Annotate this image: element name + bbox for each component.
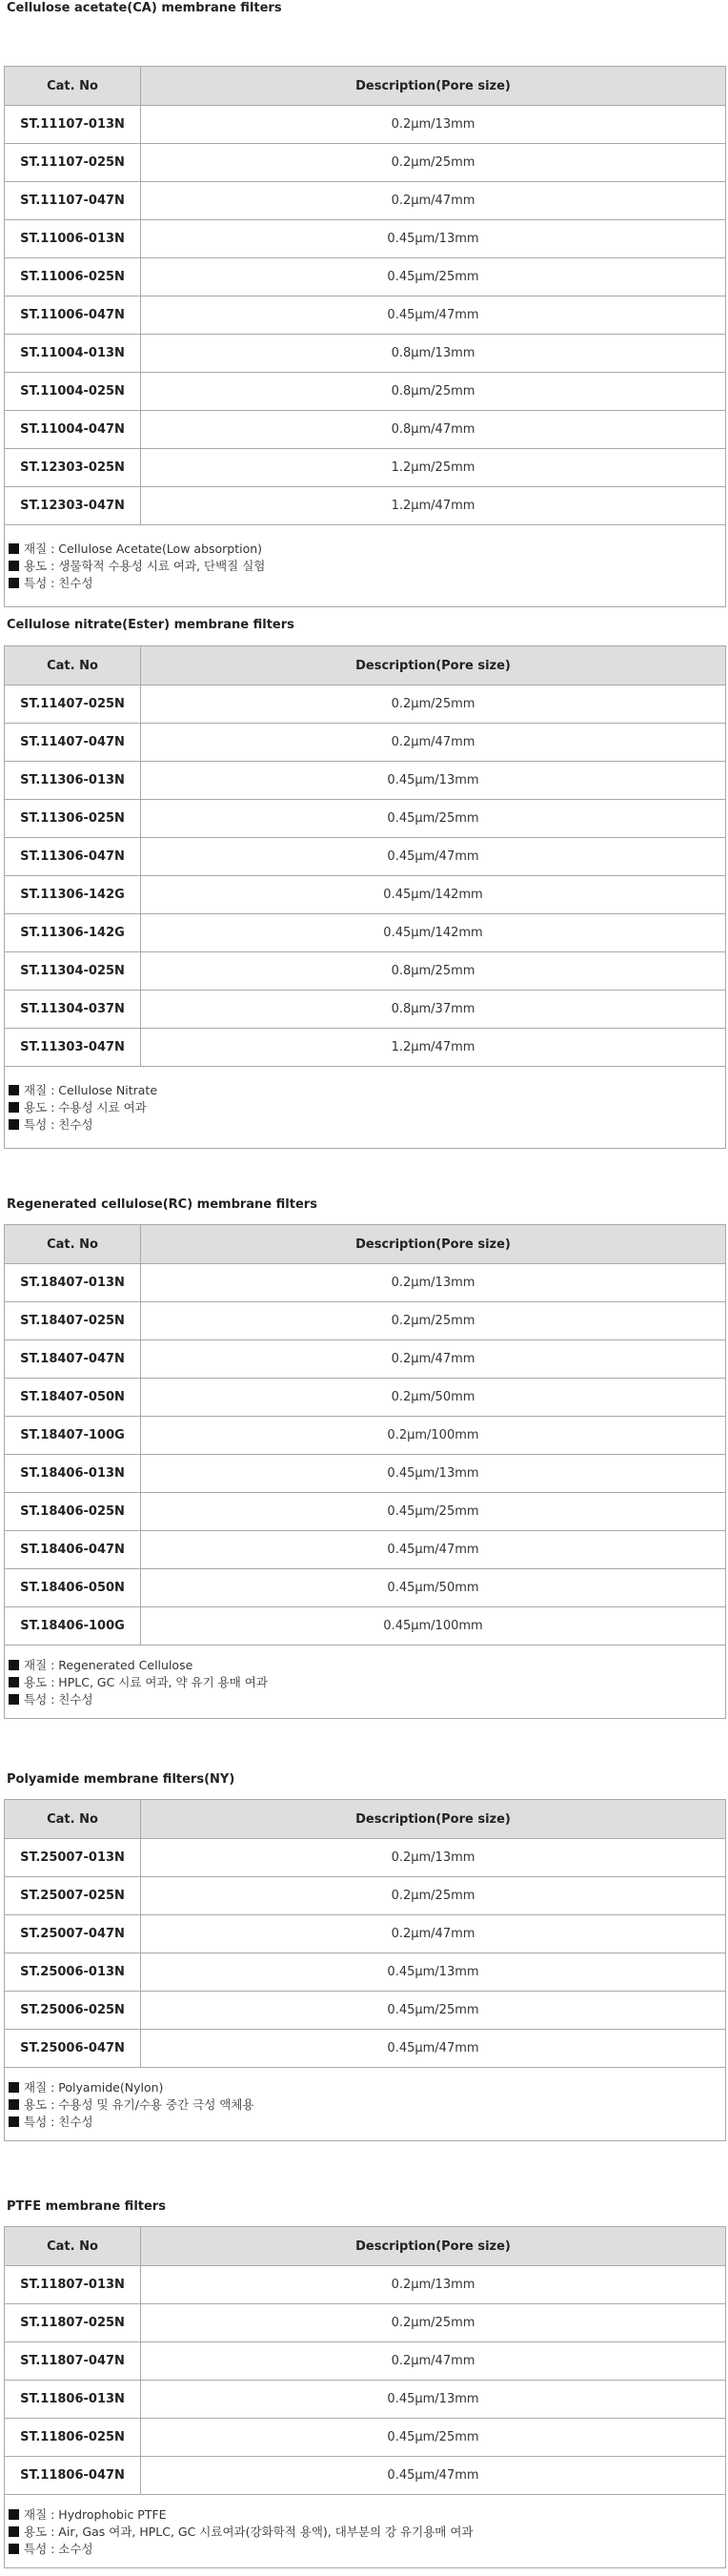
description-cell: 0.2μm/25mm (141, 685, 726, 724)
square-bullet-icon (9, 543, 19, 554)
square-bullet-icon (9, 1660, 19, 1670)
square-bullet-icon (9, 2082, 19, 2093)
cat-no-cell: ST.11107-047N (5, 182, 141, 220)
table-row (5, 2304, 726, 2342)
description-cell: 0.2μm/47mm (141, 2342, 726, 2381)
table-row (5, 1029, 726, 1067)
description-cell: 0.2μm/47mm (141, 1915, 726, 1953)
notes-cell (5, 2495, 726, 2568)
description-cell: 0.45μm/50mm (141, 1569, 726, 1607)
square-bullet-icon (9, 1119, 19, 1130)
description-header: Description(Pore size) (141, 67, 726, 106)
description-cell: 0.45μm/25mm (141, 2419, 726, 2457)
square-bullet-icon (9, 1085, 19, 1095)
table-row (5, 487, 726, 525)
table-row (5, 1340, 726, 1379)
square-bullet-icon (9, 1102, 19, 1113)
description-cell: 0.45μm/47mm (141, 838, 726, 876)
table-row (5, 1417, 726, 1455)
table-row (5, 1493, 726, 1531)
description-cell: 0.8μm/47mm (141, 411, 726, 449)
note-usage: 용도 : 수용성 시료 여과 (9, 1099, 725, 1116)
cat-no-cell: ST.11004-025N (5, 373, 141, 411)
note-material: 재질 : Cellulose Nitrate (9, 1082, 725, 1099)
section-title: Cellulose acetate(CA) membrane filters (7, 1, 282, 15)
cat-no-cell: ST.25007-013N (5, 1839, 141, 1877)
cat-no-cell: ST.18406-047N (5, 1531, 141, 1569)
notes-row (5, 525, 726, 607)
cat-no-cell: ST.11004-013N (5, 335, 141, 373)
description-cell: 0.45μm/47mm (141, 2457, 726, 2495)
table-row (5, 2266, 726, 2304)
cat-no-cell: ST.11303-047N (5, 1029, 141, 1067)
table-row (5, 1531, 726, 1569)
note-property: 특성 : 친수성 (9, 1691, 725, 1708)
note-material: 재질 : Polyamide(Nylon) (9, 2079, 725, 2096)
description-cell: 0.45μm/13mm (141, 762, 726, 800)
description-cell: 0.45μm/25mm (141, 1493, 726, 1531)
table-row (5, 106, 726, 144)
spec-table (4, 645, 726, 1149)
notes-row (5, 1646, 726, 1719)
description-cell: 1.2μm/47mm (141, 487, 726, 525)
cat-no-header: Cat. No (5, 67, 141, 106)
note-property: 특성 : 소수성 (9, 2541, 725, 2558)
table-row (5, 914, 726, 952)
description-cell: 0.45μm/142mm (141, 914, 726, 952)
note-material: 재질 : Cellulose Acetate(Low absorption) (9, 541, 725, 558)
table-row (5, 1379, 726, 1417)
spec-table (4, 1799, 726, 2141)
description-cell: 0.2μm/25mm (141, 1302, 726, 1340)
square-bullet-icon (9, 2526, 19, 2537)
table-row (5, 144, 726, 182)
description-cell: 0.2μm/25mm (141, 144, 726, 182)
cat-no-header: Cat. No (5, 1225, 141, 1264)
table-row (5, 1953, 726, 1992)
description-cell: 0.2μm/47mm (141, 182, 726, 220)
table-row (5, 838, 726, 876)
square-bullet-icon (9, 2509, 19, 2520)
notes-row (5, 2068, 726, 2141)
description-cell: 0.2μm/13mm (141, 1839, 726, 1877)
table-row (5, 1302, 726, 1340)
table-row (5, 1264, 726, 1302)
description-cell: 0.45μm/13mm (141, 2381, 726, 2419)
description-cell: 0.45μm/47mm (141, 2030, 726, 2068)
square-bullet-icon (9, 2099, 19, 2110)
cat-no-cell: ST.11304-037N (5, 991, 141, 1029)
description-cell: 0.45μm/25mm (141, 258, 726, 296)
description-cell: 0.8μm/25mm (141, 952, 726, 991)
cat-no-cell: ST.11807-013N (5, 2266, 141, 2304)
table-row (5, 373, 726, 411)
description-cell: 0.2μm/25mm (141, 2304, 726, 2342)
square-bullet-icon (9, 1677, 19, 1687)
description-cell: 0.8μm/37mm (141, 991, 726, 1029)
table-header-row (5, 1800, 726, 1839)
note-material: 재질 : Regenerated Cellulose (9, 1657, 725, 1674)
cat-no-cell: ST.11107-025N (5, 144, 141, 182)
description-cell: 0.45μm/13mm (141, 220, 726, 258)
cat-no-cell: ST.18406-025N (5, 1493, 141, 1531)
table-row (5, 2381, 726, 2419)
note-property: 특성 : 친수성 (9, 2114, 725, 2131)
description-header: Description(Pore size) (141, 1800, 726, 1839)
cat-no-cell: ST.18407-050N (5, 1379, 141, 1417)
table-row (5, 258, 726, 296)
note-usage: 용도 : 생물학적 수용성 시료 여과, 단백질 실험 (9, 558, 725, 575)
spec-table (4, 1224, 726, 1719)
cat-no-cell: ST.11306-013N (5, 762, 141, 800)
note-usage: 용도 : 수용성 및 유기/수용 중간 극성 액체용 (9, 2096, 725, 2114)
cat-no-cell: ST.11306-047N (5, 838, 141, 876)
table-row (5, 449, 726, 487)
table-header-row (5, 67, 726, 106)
notes-row (5, 2495, 726, 2568)
table-row (5, 220, 726, 258)
table-row (5, 1455, 726, 1493)
cat-no-cell: ST.18407-047N (5, 1340, 141, 1379)
cat-no-cell: ST.12303-047N (5, 487, 141, 525)
description-cell: 0.45μm/142mm (141, 876, 726, 914)
spec-table (4, 2226, 726, 2568)
description-cell: 0.2μm/50mm (141, 1379, 726, 1417)
cat-no-cell: ST.11306-142G (5, 914, 141, 952)
description-cell: 0.45μm/47mm (141, 1531, 726, 1569)
cat-no-cell: ST.11806-025N (5, 2419, 141, 2457)
cat-no-cell: ST.11107-013N (5, 106, 141, 144)
description-cell: 0.45μm/13mm (141, 1953, 726, 1992)
notes-cell (5, 2068, 726, 2141)
cat-no-cell: ST.11806-013N (5, 2381, 141, 2419)
description-cell: 0.45μm/25mm (141, 1992, 726, 2030)
section-title: Polyamide membrane filters(NY) (7, 1772, 235, 1787)
table-row (5, 800, 726, 838)
cat-no-cell: ST.25006-013N (5, 1953, 141, 1992)
description-cell: 0.8μm/25mm (141, 373, 726, 411)
cat-no-cell: ST.25006-025N (5, 1992, 141, 2030)
cat-no-cell: ST.11304-025N (5, 952, 141, 991)
table-row (5, 1915, 726, 1953)
cat-no-cell: ST.18407-025N (5, 1302, 141, 1340)
table-row (5, 182, 726, 220)
description-cell: 1.2μm/25mm (141, 449, 726, 487)
cat-no-cell: ST.11306-025N (5, 800, 141, 838)
table-row (5, 685, 726, 724)
table-row (5, 2457, 726, 2495)
table-row (5, 1992, 726, 2030)
note-usage: 용도 : Air, Gas 여과, HPLC, GC 시료여과(강화학적 용액), 대부분의 강 유기용매 여과 (9, 2524, 725, 2541)
cat-no-cell: ST.11006-047N (5, 296, 141, 335)
description-cell: 0.2μm/100mm (141, 1417, 726, 1455)
table-row (5, 952, 726, 991)
cat-no-cell: ST.11407-025N (5, 685, 141, 724)
cat-no-cell: ST.11004-047N (5, 411, 141, 449)
table-row (5, 1607, 726, 1646)
table-row (5, 1877, 726, 1915)
description-header: Description(Pore size) (141, 1225, 726, 1264)
square-bullet-icon (9, 561, 19, 571)
description-cell: 0.2μm/25mm (141, 1877, 726, 1915)
table-row (5, 335, 726, 373)
description-cell: 0.45μm/13mm (141, 1455, 726, 1493)
description-cell: 0.2μm/13mm (141, 2266, 726, 2304)
cat-no-cell: ST.11806-047N (5, 2457, 141, 2495)
cat-no-cell: ST.25007-047N (5, 1915, 141, 1953)
cat-no-cell: ST.25006-047N (5, 2030, 141, 2068)
cat-no-cell: ST.11807-025N (5, 2304, 141, 2342)
cat-no-cell: ST.11006-013N (5, 220, 141, 258)
cat-no-cell: ST.18407-013N (5, 1264, 141, 1302)
description-cell: 0.8μm/13mm (141, 335, 726, 373)
table-row (5, 2342, 726, 2381)
notes-cell (5, 525, 726, 607)
table-row (5, 762, 726, 800)
table-row (5, 991, 726, 1029)
cat-no-cell: ST.11407-047N (5, 724, 141, 762)
notes-cell (5, 1067, 726, 1149)
cat-no-header: Cat. No (5, 1800, 141, 1839)
description-cell: 0.2μm/13mm (141, 106, 726, 144)
table-row (5, 411, 726, 449)
description-cell: 0.45μm/47mm (141, 296, 726, 335)
table-row (5, 2419, 726, 2457)
description-cell: 0.45μm/100mm (141, 1607, 726, 1646)
cat-no-cell: ST.11807-047N (5, 2342, 141, 2381)
note-property: 특성 : 친수성 (9, 575, 725, 592)
cat-no-header: Cat. No (5, 646, 141, 685)
cat-no-cell: ST.12303-025N (5, 449, 141, 487)
cat-no-cell: ST.18406-013N (5, 1455, 141, 1493)
description-header: Description(Pore size) (141, 2227, 726, 2266)
notes-cell (5, 1646, 726, 1719)
cat-no-cell: ST.18407-100G (5, 1417, 141, 1455)
table-header-row (5, 646, 726, 685)
note-property: 특성 : 친수성 (9, 1116, 725, 1134)
note-usage: 용도 : HPLC, GC 시료 여과, 약 유기 용매 여과 (9, 1674, 725, 1691)
description-cell: 0.2μm/47mm (141, 724, 726, 762)
table-row (5, 296, 726, 335)
description-cell: 0.2μm/13mm (141, 1264, 726, 1302)
notes-row (5, 1067, 726, 1149)
description-header: Description(Pore size) (141, 646, 726, 685)
table-row (5, 724, 726, 762)
description-cell: 0.45μm/25mm (141, 800, 726, 838)
table-header-row (5, 2227, 726, 2266)
cat-no-header: Cat. No (5, 2227, 141, 2266)
description-cell: 0.2μm/47mm (141, 1340, 726, 1379)
section-title: Cellulose nitrate(Ester) membrane filters (7, 618, 294, 632)
cat-no-cell: ST.11006-025N (5, 258, 141, 296)
square-bullet-icon (9, 1694, 19, 1705)
spec-table (4, 66, 726, 607)
table-header-row (5, 1225, 726, 1264)
section-title: Regenerated cellulose(RC) membrane filters (7, 1197, 317, 1212)
table-row (5, 1839, 726, 1877)
table-row (5, 1569, 726, 1607)
square-bullet-icon (9, 2544, 19, 2554)
description-cell: 1.2μm/47mm (141, 1029, 726, 1067)
cat-no-cell: ST.11306-142G (5, 876, 141, 914)
square-bullet-icon (9, 2116, 19, 2127)
section-title: PTFE membrane filters (7, 2199, 166, 2214)
table-row (5, 2030, 726, 2068)
table-row (5, 876, 726, 914)
cat-no-cell: ST.18406-100G (5, 1607, 141, 1646)
square-bullet-icon (9, 578, 19, 588)
note-material: 재질 : Hydrophobic PTFE (9, 2506, 725, 2524)
cat-no-cell: ST.18406-050N (5, 1569, 141, 1607)
cat-no-cell: ST.25007-025N (5, 1877, 141, 1915)
